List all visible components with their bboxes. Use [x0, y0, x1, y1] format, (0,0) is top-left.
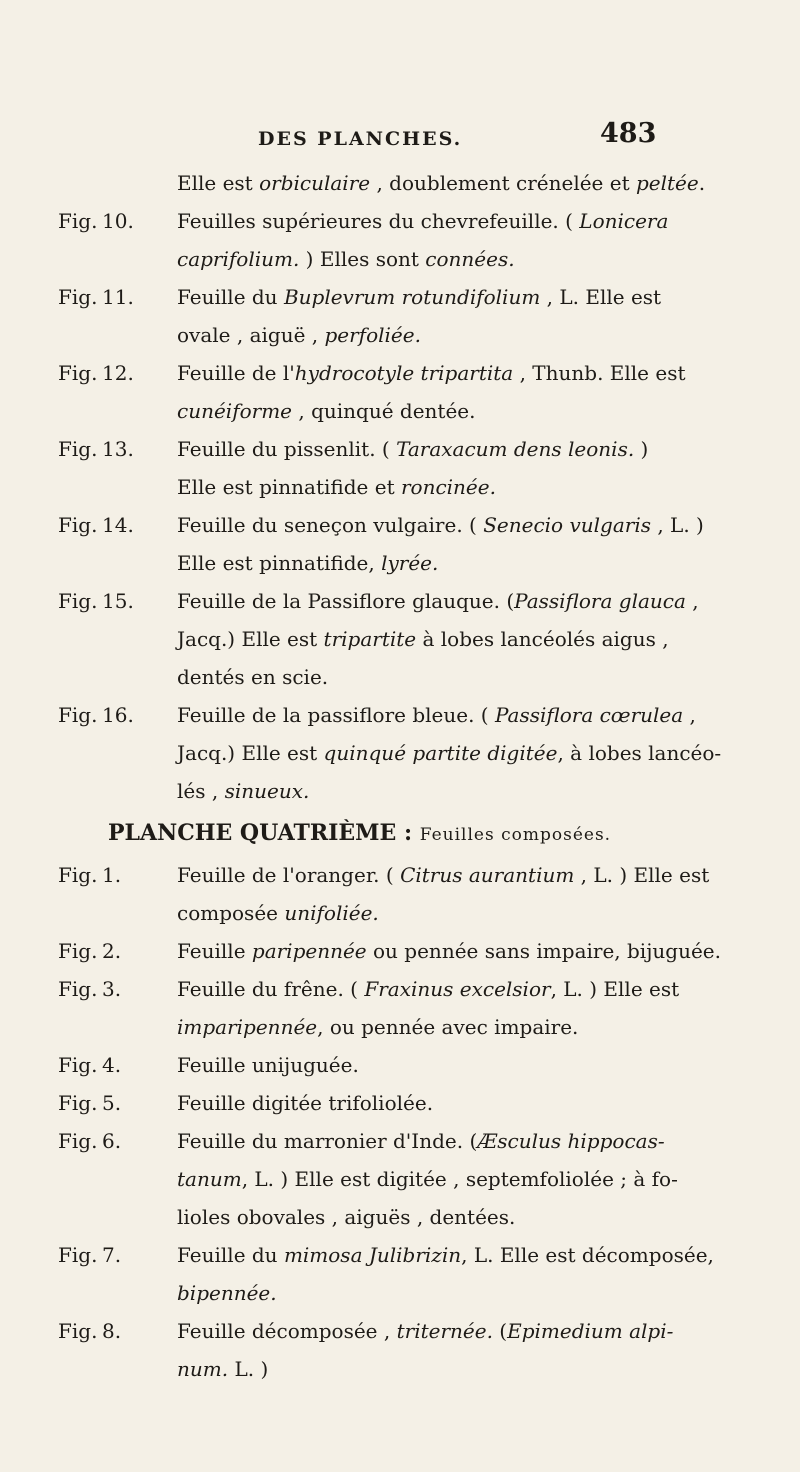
italic-text: roncinée.: [400, 475, 496, 499]
italic-text: cunéiforme: [177, 399, 292, 423]
italic-text: sinueux.: [224, 779, 310, 803]
figure-abbrev: Fig.: [58, 1091, 98, 1115]
figure-entry: [0, 1084, 800, 1122]
text-run: , L. ) Elle est: [574, 863, 710, 887]
entry-continuation-line: [0, 240, 800, 278]
figure-number: 12.: [102, 361, 134, 385]
italic-text: Æsculus hippocas-: [477, 1129, 665, 1153]
figure-entry: [0, 202, 800, 278]
text-run: Feuille de l'oranger. (: [177, 863, 401, 887]
entry-first-line: [0, 1312, 800, 1350]
text-run: ): [634, 437, 649, 461]
page-number: 483: [600, 118, 657, 149]
text-run: , L. Elle est décomposée,: [461, 1243, 714, 1267]
figure-abbrev: Fig.: [58, 703, 98, 727]
figure-label: [58, 1236, 121, 1274]
entry-first-line: [0, 278, 800, 316]
italic-text: unifoliée.: [284, 901, 379, 925]
italic-text: Citrus aurantium: [400, 863, 575, 887]
entry-continuation-line: [0, 658, 800, 696]
entry-continuation-line: [0, 1350, 800, 1388]
entry-first-line: [0, 932, 800, 970]
text-run: , L. Elle est: [540, 285, 662, 309]
figure-abbrev: Fig.: [58, 1319, 98, 1343]
figure-abbrev: Fig.: [58, 1053, 98, 1077]
figure-label: [58, 582, 134, 620]
body-text: [0, 164, 800, 1388]
plate-heading-subtitle: Feuilles composées.: [419, 825, 612, 845]
figure-entry: [0, 696, 800, 810]
entry-continuation-line: [0, 1008, 800, 1046]
figure-number: 2.: [102, 939, 122, 963]
text-run: Feuille unijuguée.: [177, 1053, 359, 1077]
italic-text: connées.: [425, 247, 515, 271]
figure-entry: [0, 582, 800, 696]
italic-text: quinqué partite digitée: [323, 741, 558, 765]
italic-text: caprifolium.: [177, 247, 300, 271]
text-run: lés ,: [177, 779, 225, 803]
plate-heading: [0, 810, 800, 856]
text-run: , quinqué dentée.: [292, 399, 476, 423]
figure-label: [58, 278, 134, 316]
entry-continuation-line: [0, 392, 800, 430]
text-run: L. ): [228, 1357, 269, 1381]
text-run: Feuille digitée trifoliolée.: [177, 1091, 434, 1115]
text-run: Jacq.) Elle est: [177, 627, 324, 651]
plate-three-entries: [0, 202, 800, 810]
entry-continuation-line: [0, 734, 800, 772]
figure-label: [58, 970, 121, 1008]
italic-text: Passiflora cœrulea: [494, 703, 684, 727]
entry-first-line: [0, 354, 800, 392]
figure-entry: [0, 506, 800, 582]
italic-text: peltée: [635, 171, 699, 195]
text-run: .: [698, 171, 706, 195]
entry-first-line: [0, 582, 800, 620]
italic-text: tanum: [177, 1167, 242, 1191]
page-header: [0, 118, 800, 158]
figure-entry: [0, 932, 800, 970]
text-run: ou pennée sans impaire, bijuguée.: [366, 939, 722, 963]
figure-entry: [0, 354, 800, 430]
figure-abbrev: Fig.: [58, 977, 98, 1001]
text-run: lioles obovales , aiguës , dentées.: [177, 1205, 516, 1229]
entry-continuation-line: [0, 1274, 800, 1312]
entry-continuation-line: [0, 468, 800, 506]
text-run: , ou pennée avec impaire.: [317, 1015, 579, 1039]
figure-label: [58, 856, 121, 894]
italic-text: Buplevrum rotundifolium: [283, 285, 541, 309]
entry-first-line: [0, 1236, 800, 1274]
italic-text: triternée.: [396, 1319, 493, 1343]
figure-abbrev: Fig.: [58, 863, 98, 887]
figure-number: 13.: [102, 437, 134, 461]
text-run: Feuille du seneçon vulgaire. (: [177, 513, 484, 537]
figure-abbrev: Fig.: [58, 1129, 98, 1153]
text-run: ovale , aiguë ,: [177, 323, 325, 347]
text-run: Feuille du pissenlit. (: [177, 437, 397, 461]
figure-number: 6.: [102, 1129, 122, 1153]
entry-continuation-line: [0, 620, 800, 658]
figure-label: [58, 430, 134, 468]
text-run: composée: [177, 901, 285, 925]
text-run: , Thunb. Elle est: [513, 361, 686, 385]
figure-entry: [0, 1122, 800, 1236]
text-run: Feuille du frêne. (: [177, 977, 365, 1001]
entry-continuation-line: [0, 544, 800, 582]
text-run: Feuille du: [177, 285, 284, 309]
figure-number: 10.: [102, 209, 134, 233]
figure-number: 11.: [102, 285, 134, 309]
text-run: ,: [683, 703, 696, 727]
text-run: Feuille de la passiflore bleue. (: [177, 703, 495, 727]
figure-entry: [0, 1046, 800, 1084]
intro-line: [0, 164, 800, 202]
italic-text: lyrée.: [381, 551, 439, 575]
text-run: Feuille du: [177, 1243, 284, 1267]
figure-entry: [0, 278, 800, 354]
figure-entry: [0, 856, 800, 932]
italic-text: Senecio vulgaris: [483, 513, 651, 537]
entry-continuation-line: [0, 894, 800, 932]
figure-label: [58, 1312, 121, 1350]
text-run: Feuille du marronier d'Inde. (: [177, 1129, 478, 1153]
figure-label: [58, 202, 134, 240]
text-run: , L. ): [650, 513, 704, 537]
figure-abbrev: Fig.: [58, 285, 98, 309]
text-run: ) Elles sont: [299, 247, 426, 271]
entry-first-line: [0, 1084, 800, 1122]
figure-number: 8.: [102, 1319, 122, 1343]
italic-text: Lonicera: [579, 209, 669, 233]
text-run: (: [492, 1319, 508, 1343]
italic-text: mimosa Julibrizin: [283, 1243, 462, 1267]
text-run: Feuilles supérieures du chevrefeuille. (: [177, 209, 580, 233]
entry-first-line: [0, 856, 800, 894]
italic-text: imparipennée: [177, 1015, 318, 1039]
text-run: Feuille de la Passiflore glauque. (: [177, 589, 515, 613]
italic-text: perfoliée.: [324, 323, 421, 347]
figure-number: 4.: [102, 1053, 122, 1077]
text-run: , à lobes lancéo-: [557, 741, 722, 765]
text-run: dentés en scie.: [177, 665, 329, 689]
entry-continuation-line: [0, 1198, 800, 1236]
figure-entry: [0, 1312, 800, 1388]
italic-text: tripartite: [323, 627, 417, 651]
figure-number: 5.: [102, 1091, 122, 1115]
text-run: , doublement crénelée et: [370, 171, 636, 195]
figure-entry: [0, 970, 800, 1046]
text-run: Feuille décomposée ,: [177, 1319, 397, 1343]
figure-number: 7.: [102, 1243, 122, 1267]
figure-number: 3.: [102, 977, 122, 1001]
italic-text: Epimedium alpi-: [507, 1319, 674, 1343]
running-head: DES PLANCHES.: [258, 128, 463, 150]
figure-number: 1.: [102, 863, 122, 887]
figure-abbrev: Fig.: [58, 361, 98, 385]
italic-text: Fraxinus excelsior: [364, 977, 551, 1001]
figure-label: [58, 1084, 121, 1122]
text-run: Feuille: [177, 939, 252, 963]
figure-entry: [0, 430, 800, 506]
plate-heading-main: PLANCHE QUATRIÈME :: [108, 820, 420, 846]
text-run: Jacq.) Elle est: [177, 741, 324, 765]
figure-label: [58, 1046, 121, 1084]
figure-label: [58, 506, 134, 544]
entry-continuation-line: [0, 316, 800, 354]
entry-continuation-line: [0, 1160, 800, 1198]
entry-continuation-line: [0, 772, 800, 810]
figure-label: [58, 696, 134, 734]
figure-abbrev: Fig.: [58, 1243, 98, 1267]
text-run: Elle est pinnatifide,: [177, 551, 382, 575]
text-run: , L. ) Elle est digitée , septemfoliolée ; à fo-: [241, 1167, 678, 1191]
italic-text: hydrocotyle tripartita: [294, 361, 514, 385]
entry-first-line: [0, 430, 800, 468]
text-run: à lobes lancéolés aigus ,: [416, 627, 669, 651]
entry-first-line: [0, 970, 800, 1008]
figure-number: 15.: [102, 589, 134, 613]
italic-text: Taraxacum dens leonis.: [396, 437, 635, 461]
figure-label: [58, 354, 134, 392]
italic-text: orbiculaire: [259, 171, 371, 195]
figure-number: 16.: [102, 703, 134, 727]
figure-abbrev: Fig.: [58, 437, 98, 461]
figure-abbrev: Fig.: [58, 939, 98, 963]
figure-label: [58, 1122, 121, 1160]
text-run: Elle est pinnatifide et: [177, 475, 401, 499]
entry-first-line: [0, 506, 800, 544]
plate-four-entries: [0, 856, 800, 1388]
figure-abbrev: Fig.: [58, 209, 98, 233]
italic-text: paripennée: [251, 939, 367, 963]
figure-abbrev: Fig.: [58, 513, 98, 537]
figure-entry: [0, 1236, 800, 1312]
text-run: Feuille de l': [177, 361, 295, 385]
italic-text: bipennée.: [177, 1281, 277, 1305]
figure-number: 14.: [102, 513, 134, 537]
figure-abbrev: Fig.: [58, 589, 98, 613]
italic-text: Passiflora glauca: [514, 589, 686, 613]
text-run: ,: [685, 589, 699, 613]
italic-text: num.: [177, 1357, 229, 1381]
entry-first-line: [0, 202, 800, 240]
entry-first-line: [0, 1122, 800, 1160]
entry-first-line: [0, 1046, 800, 1084]
figure-label: [58, 932, 121, 970]
entry-first-line: [0, 696, 800, 734]
text-run: , L. ) Elle est: [550, 977, 680, 1001]
text-run: Elle est: [177, 171, 260, 195]
